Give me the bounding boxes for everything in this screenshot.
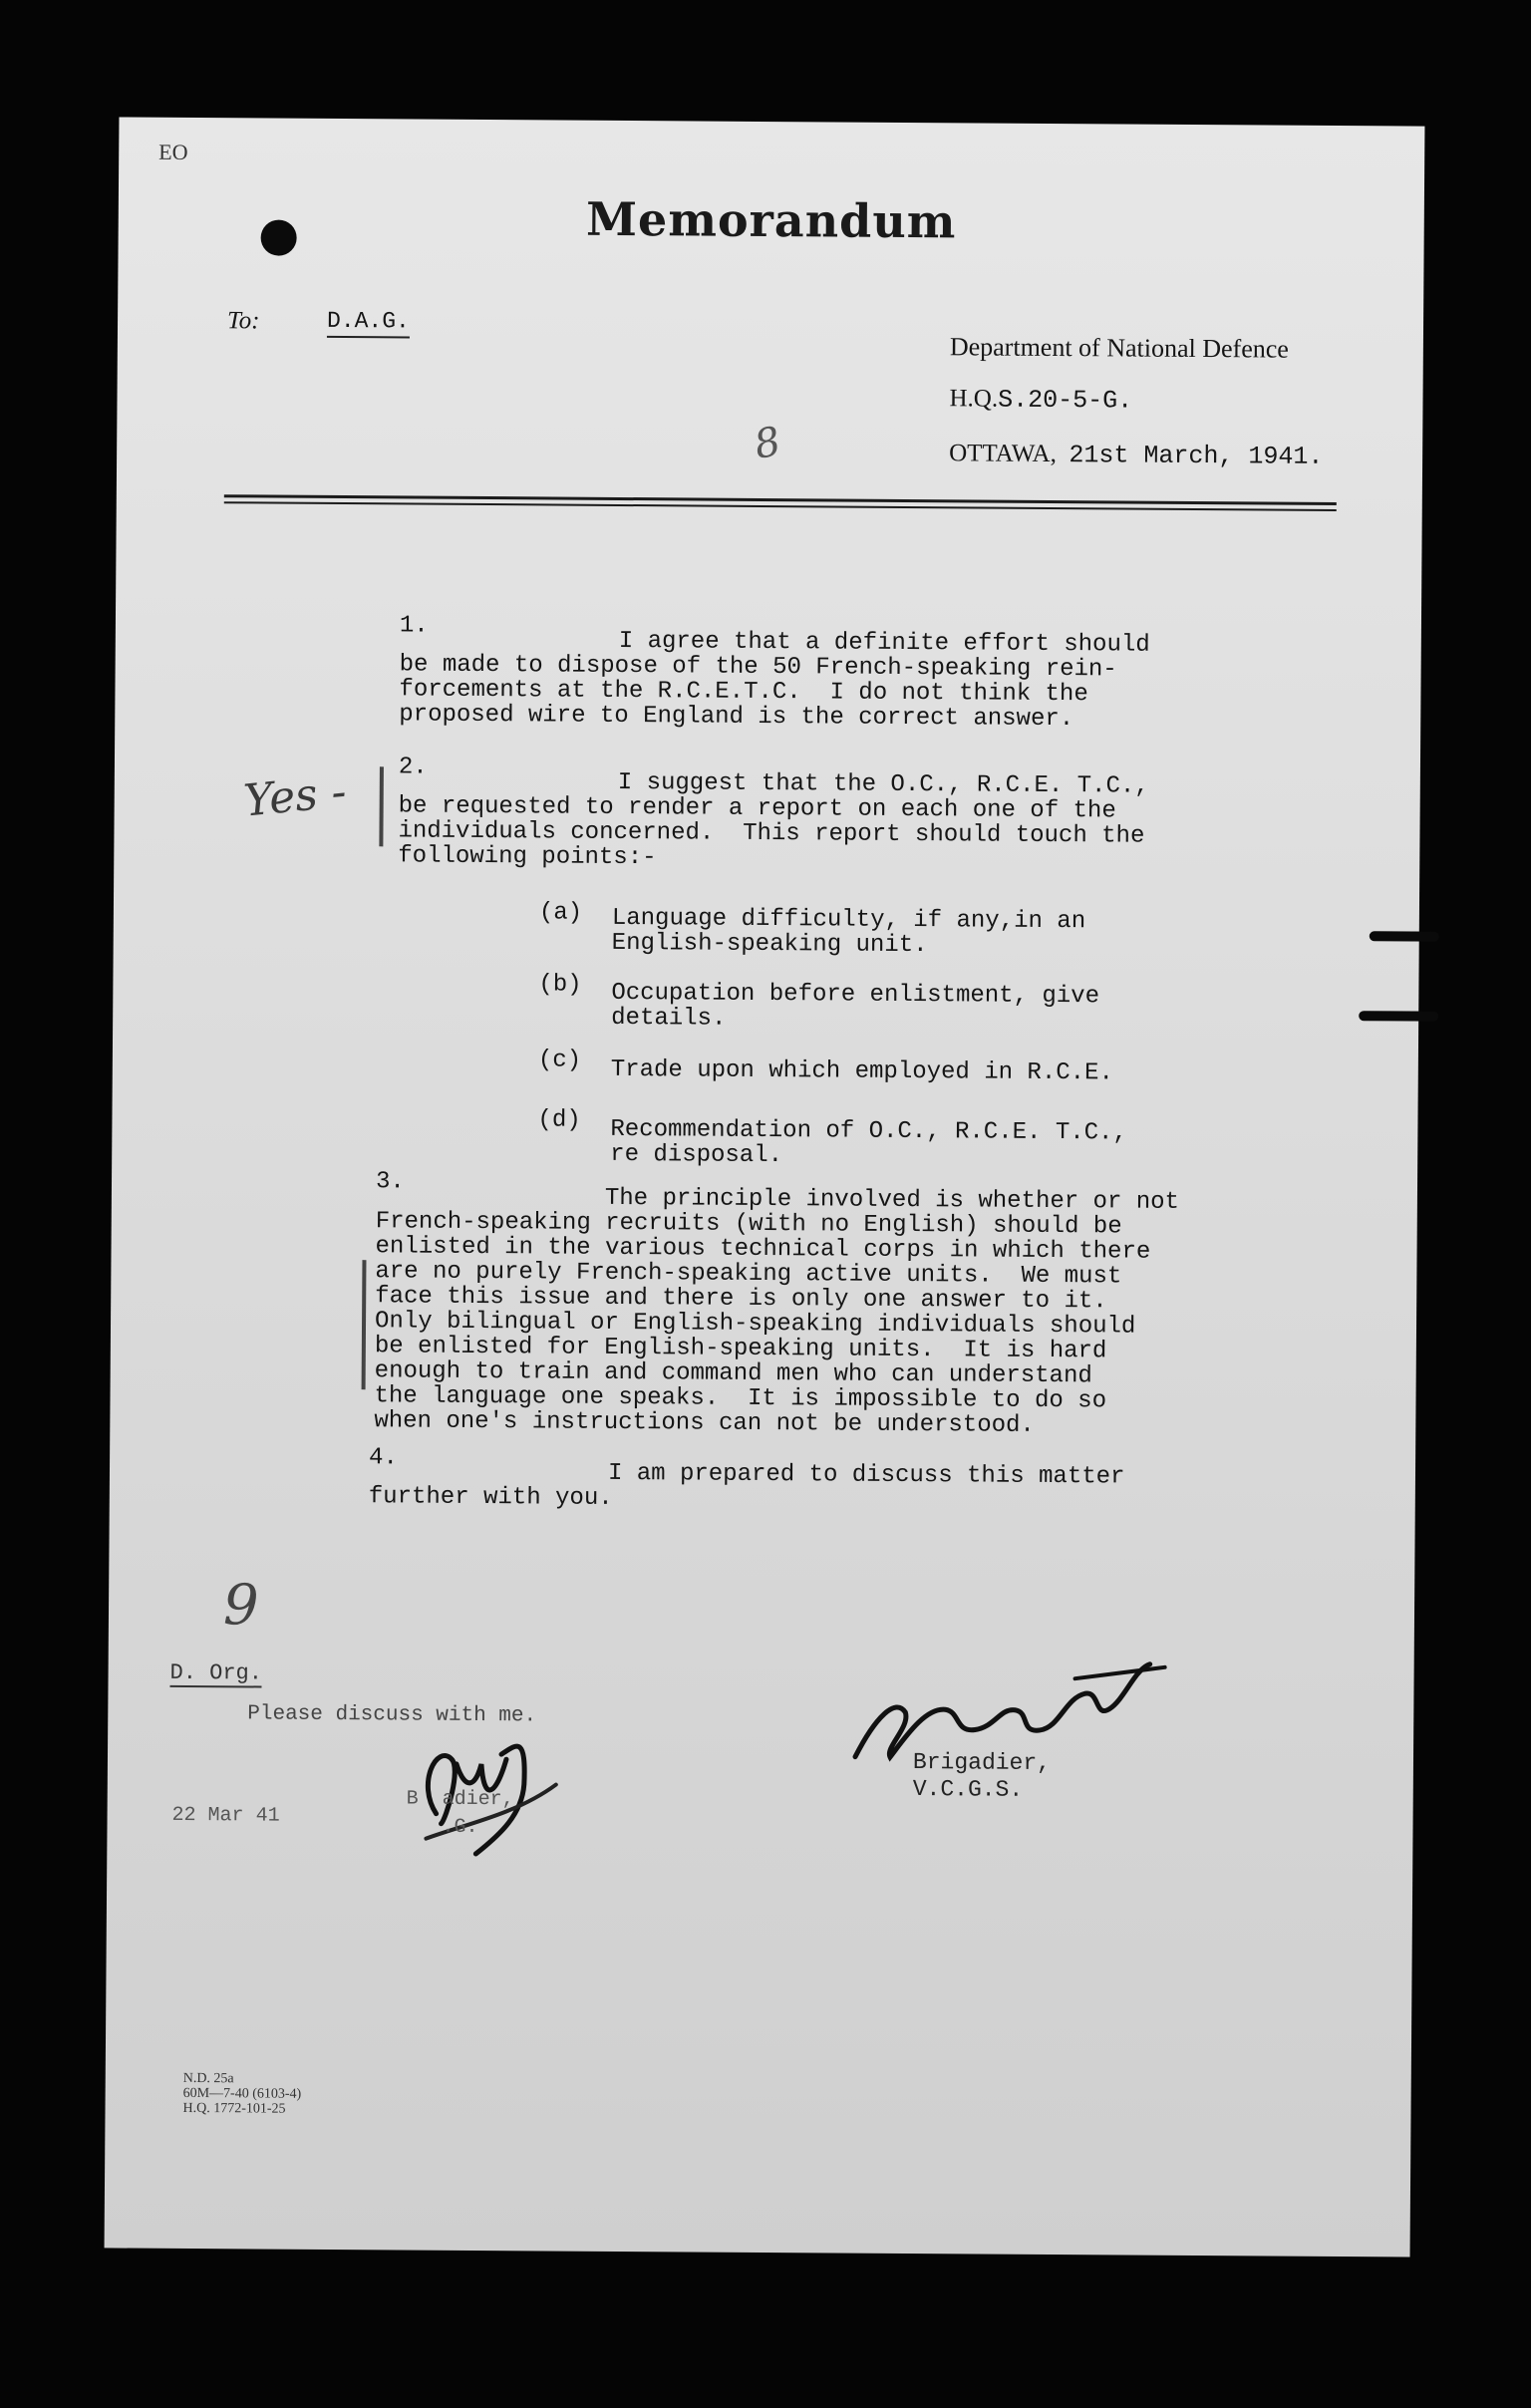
reference-code: S.20-5-G. <box>998 385 1133 416</box>
item-a-letter: (a) <box>538 899 583 927</box>
minute-date: 22 Mar 41 <box>171 1803 280 1828</box>
item-b-letter: (b) <box>538 971 582 999</box>
item-a-text: Language difficulty, if any,in an English-speaking unit. <box>611 904 1086 960</box>
place: OTTAWA, <box>949 440 1058 468</box>
memorandum-sheet <box>105 117 1425 2257</box>
paragraph-4-text <box>369 1459 1125 1514</box>
paragraph-2-body: I suggest that the O.C., R.C.E. T.C., be requested to render a report on each one of the individuals concerned. This report should touch the following points:- <box>398 768 1149 872</box>
item-d-text: Recommendation of O.C., R.C.E. T.C., re disposal. <box>610 1115 1127 1170</box>
paragraph-1-number: 1. <box>399 612 429 640</box>
form-footer: N.D. 25a 60M—7-40 (6103-4) H.Q. 1772-101-25 <box>182 2070 302 2117</box>
edge-clip-mark <box>1370 931 1439 941</box>
item-d-letter: (d) <box>537 1106 581 1134</box>
to-label: To: <box>226 307 260 335</box>
signature-1-title: B adier, .G. <box>406 1787 514 1840</box>
margin-bar-paragraph-3 <box>362 1260 367 1389</box>
paragraph-3-body: The principle involved is whether or not French-speaking recruits (with no English) should be enlisted in the various technical corps in which there are no purely French-speaking active units. We must face this issue and there is only one answer to it. Only bilingual or English-speaking individuals should be enlisted for English-speaking units. It is hard enough to train and command men who can understand the language one speaks. It is impossible to do so when one's instructions can not be understood. <box>374 1184 1180 1439</box>
paragraph-2-text <box>398 768 1149 873</box>
place-date <box>949 440 1324 471</box>
department-name: Department of National Defence <box>949 332 1289 364</box>
edge-clip-mark-lower <box>1359 1011 1438 1022</box>
item-c-text: Trade upon which employed in R.C.E. <box>610 1055 1113 1087</box>
addressee-d-org: D. Org. <box>169 1659 263 1686</box>
paragraph-1-body: I agree that a definite effort should be made to dispose of the 50 French-speaking rein- forcements at the R.C.E.T.C. I do not think the proposed wire to England is the correct answer. <box>399 627 1150 734</box>
paragraph-1-text <box>399 627 1150 732</box>
handwritten-mark-lower: 9 <box>222 1573 259 1639</box>
paragraph-2-number: 2. <box>398 753 428 781</box>
minute-note: Please discuss with me. <box>247 1702 537 1728</box>
signature-2-title: Brigadier, V.C.G.S. <box>912 1749 1052 1803</box>
handwritten-mark-top: 8 <box>750 418 785 469</box>
reference-prefix: H.Q. <box>949 385 999 413</box>
paragraph-4-body: I am prepared to discuss this matter further with you. <box>368 1459 1125 1512</box>
memo-date: 21st March, 1941. <box>1069 441 1324 471</box>
item-c-letter: (c) <box>537 1047 582 1074</box>
margin-note-yes: Yes - <box>241 765 349 827</box>
paragraph-3-number: 3. <box>375 1168 405 1196</box>
item-b-text: Occupation before enlistment, give details. <box>611 979 1100 1033</box>
file-reference <box>949 385 1132 415</box>
paragraph-4-number: 4. <box>368 1444 398 1472</box>
margin-bar <box>379 766 384 846</box>
paragraph-3-text <box>374 1184 1179 1439</box>
to-recipient: D.A.G. <box>327 308 410 339</box>
memo-title: Memorandum <box>585 191 957 249</box>
corner-code: EO <box>158 139 188 164</box>
